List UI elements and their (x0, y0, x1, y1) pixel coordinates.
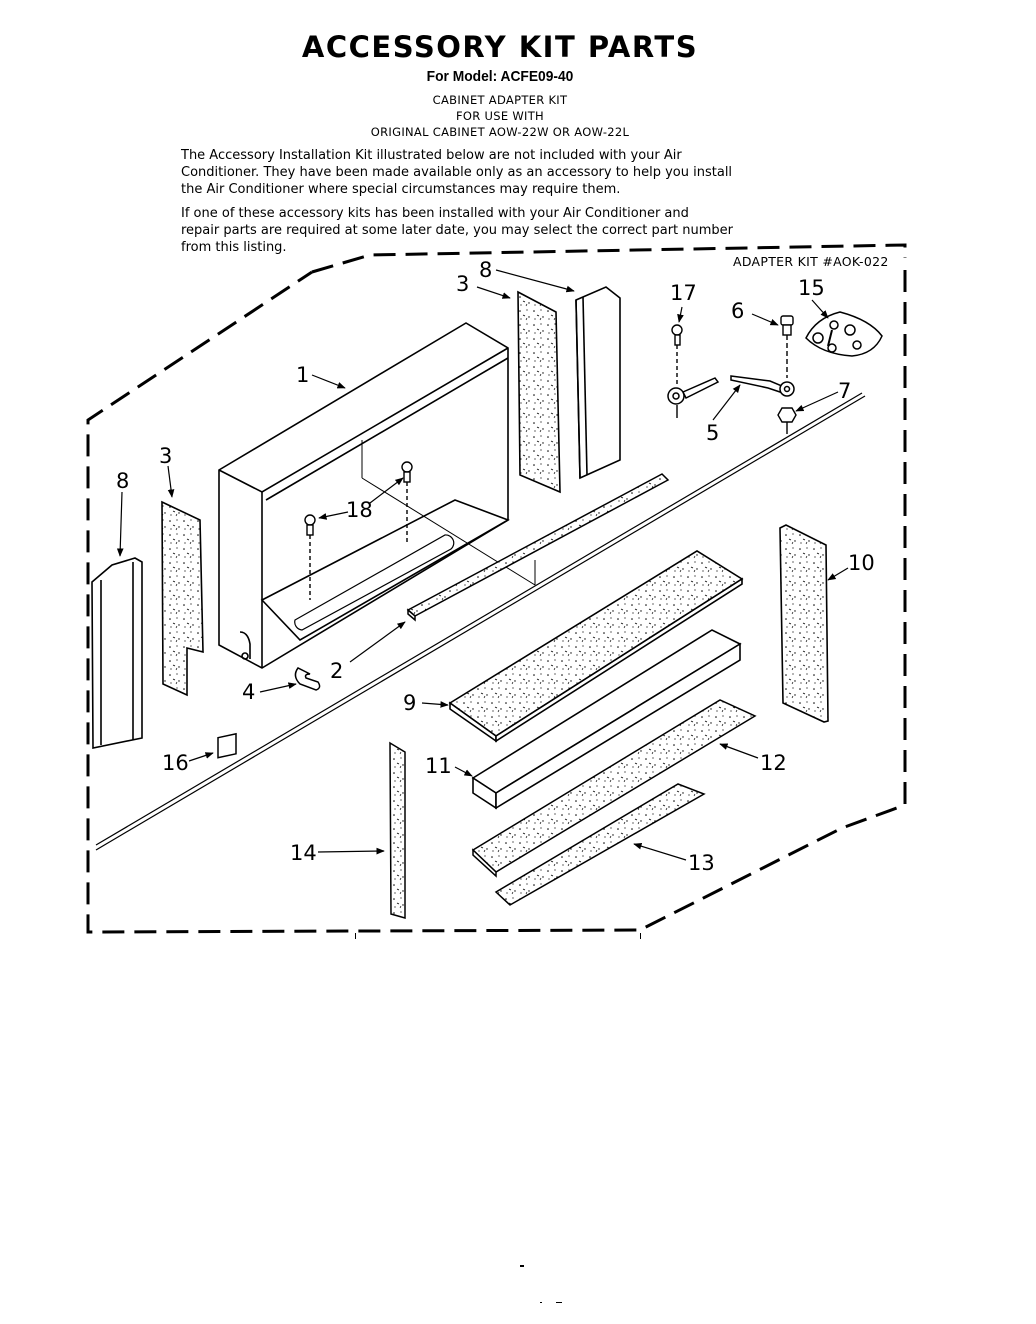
callout-17: 17 (670, 281, 697, 305)
callout-16: 16 (162, 751, 189, 775)
kit-subtitle-line-1: CABINET ADAPTER KIT (432, 93, 568, 107)
part-3-foam-right (518, 292, 560, 492)
callout-11: 11 (425, 754, 452, 778)
text-line: repair parts are required at some later date, you may select the correct part number (181, 223, 734, 238)
part-1-cabinet-frame (219, 323, 535, 668)
part-6-bolt (781, 316, 793, 378)
model-number: For Model: ACFE09-40 (426, 68, 574, 85)
callout-4: 4 (242, 680, 256, 704)
callout-14: 14 (290, 841, 317, 865)
part-14-vertical-strip (390, 743, 405, 918)
text-line: The Accessory Installation Kit illustrated below are not included with your Air (181, 148, 682, 163)
callout-8-right: 8 (479, 258, 493, 282)
kit-subtitle-line-2: FOR USE WITH (456, 109, 544, 123)
text-line: from this listing. (181, 240, 287, 255)
part-16-clip (218, 734, 236, 758)
part-15-hardware-bag (806, 312, 882, 356)
callout-9: 9 (403, 691, 417, 715)
scan-marks (355, 933, 641, 1303)
adapter-kit-label: ADAPTER KIT #AOK-022 (733, 254, 889, 269)
callout-6: 6 (731, 299, 745, 323)
callout-7: 7 (838, 379, 852, 403)
text-line: If one of these accessory kits has been installed with your Air Conditioner and (181, 206, 689, 221)
part-8-side-panel-left (92, 558, 142, 748)
part-5-ground-strap (668, 376, 794, 404)
part-4-clip (295, 668, 319, 690)
part-3-foam-left (162, 502, 203, 695)
kit-subtitle-line-3: ORIGINAL CABINET AOW-22W OR AOW-22L (370, 125, 630, 139)
callout-3-left: 3 (159, 444, 173, 468)
callout-10: 10 (848, 551, 875, 575)
callout-15: 15 (798, 276, 825, 300)
callout-18: 18 (346, 498, 373, 522)
callout-3-right: 3 (456, 272, 470, 296)
text-line: the Air Conditioner where special circumstances may require them. (181, 182, 621, 197)
part-7-nut (778, 408, 796, 434)
text-line: Conditioner. They have been made available only as an accessory to help you install (181, 165, 733, 180)
part-10-panel (780, 525, 828, 722)
callout-8-left: 8 (116, 469, 130, 493)
part-8-side-panel-right (576, 287, 620, 478)
callout-2: 2 (330, 659, 344, 683)
callout-1: 1 (296, 363, 310, 387)
callout-5: 5 (706, 421, 720, 445)
page-title: ACCESSORY KIT PARTS (301, 30, 699, 64)
callout-12: 12 (760, 751, 787, 775)
callout-13: 13 (688, 851, 715, 875)
